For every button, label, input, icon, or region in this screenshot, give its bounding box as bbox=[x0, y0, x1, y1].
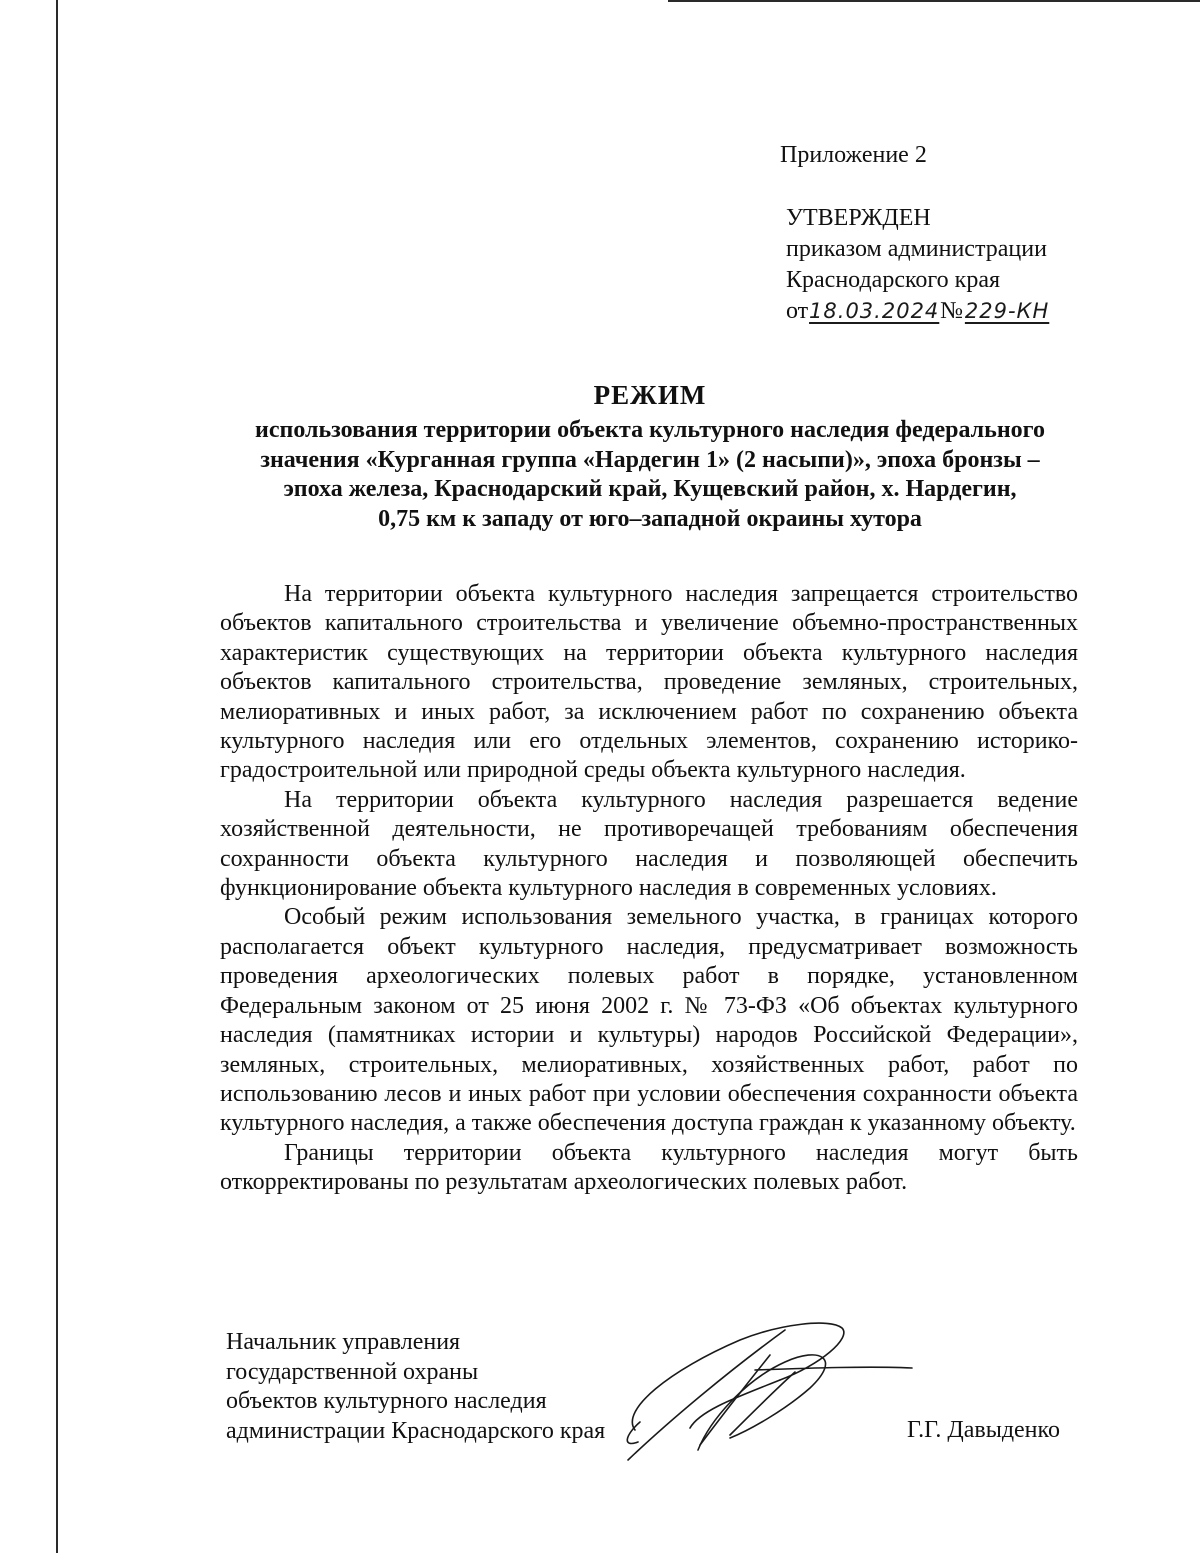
paragraph-boundaries: Границы территории объекта культурного наследия могут быть откорректированы по результатам археологических полевых работ. bbox=[220, 1139, 1078, 1196]
document-title: РЕЖИМ bbox=[593, 380, 707, 410]
document-body bbox=[220, 580, 1078, 1198]
subtitle-line-1: использования территории объекта культурного наследия федерального bbox=[255, 417, 1045, 443]
paragraph-prohibitions: На территории объекта культурного наследия запрещается строительство объектов капитального строительства и увеличение объемно-пространственных характеристик существующих на территории объекта культурного наследия объектов капитального строительства, проведение земляных, строительных, мелиоративных и иных работ, за исключением работ по сохранению объекта культурного наследия или его отдельных элементов, сохранению историко-градостроительной или природной среды объекта культурного наследия. bbox=[220, 581, 1078, 784]
handwritten-date: 18.03.2024 bbox=[809, 299, 940, 323]
paragraph-permitted-activity: На территории объекта культурного наследия разрешается ведение хозяйственной деятельности, не противоречащей требованиям обеспечения сохранности объекта культурного наследия и позволяющей обеспечить функционирование объекта культурного наследия в современных условиях. bbox=[220, 786, 1078, 902]
handwritten-signature bbox=[580, 1310, 920, 1480]
subtitle-line-3: эпоха железа, Краснодарский край, Кущевский район, х. Нардегин, bbox=[283, 476, 1017, 502]
number-prefix: № bbox=[940, 298, 964, 324]
approval-line-1: приказом администрации bbox=[786, 236, 1047, 262]
document-subtitle bbox=[210, 416, 1090, 534]
approval-block bbox=[786, 203, 1146, 327]
position-line-2: государственной охраны bbox=[226, 1358, 479, 1385]
paragraph-special-regime: Особый режим использования земельного участка, в границах которого располагается объект культурного наследия, предусматривает возможность проведения археологических полевых работ в порядке, установленном Федеральным законом от 25 июня 2002 г. № 73-ФЗ «Об объектах культурного наследия (памятниках истории и культуры) народов Российской Федерации», земляных, строительных, мелиоративных, хозяйственных работ, работ по использованию лесов и иных работ при условии обеспечения сохранности объекта культурного наследия, а также обеспечения доступа граждан к указанному объекту. bbox=[220, 904, 1078, 1137]
signatory-name: Г.Г. Давыденко bbox=[907, 1417, 1060, 1443]
order-date-number-line bbox=[786, 296, 1146, 327]
date-prefix: от bbox=[786, 298, 809, 324]
position-line-1: Начальник управления bbox=[226, 1329, 461, 1355]
subtitle-line-2: значения «Курганная группа «Нардегин 1» (2 насыпи)», эпоха бронзы – bbox=[260, 446, 1040, 473]
document-title-block bbox=[210, 378, 1090, 534]
approval-line-2: Краснодарского края bbox=[786, 267, 1001, 293]
approval-heading: УТВЕРЖДЕН bbox=[786, 205, 931, 231]
position-line-3: объектов культурного наследия bbox=[226, 1388, 547, 1414]
scan-top-edge bbox=[668, 0, 1200, 2]
handwritten-number: 229-КН bbox=[964, 299, 1050, 323]
position-line-4: администрации Краснодарского края bbox=[226, 1417, 606, 1444]
subtitle-line-4: 0,75 км к западу от юго–западной окраины хутора bbox=[378, 505, 922, 532]
appendix-label: Приложение 2 bbox=[780, 142, 927, 168]
appendix-header bbox=[780, 141, 1140, 170]
scan-left-edge bbox=[56, 0, 58, 1553]
